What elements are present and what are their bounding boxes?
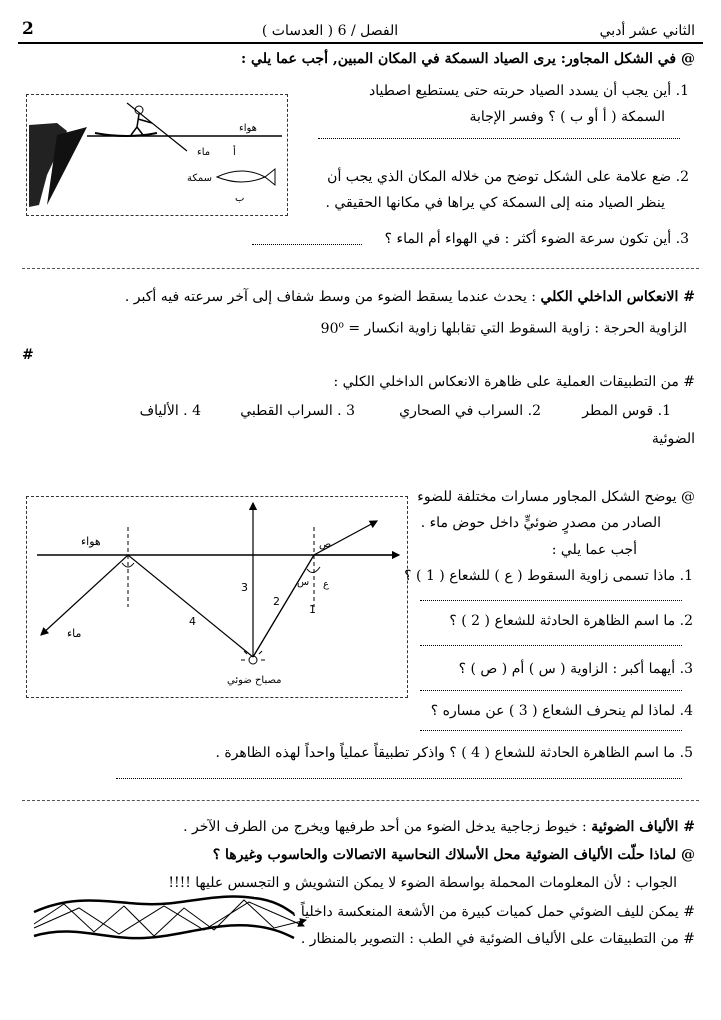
label-water: ماء xyxy=(197,147,211,158)
label-angle-p: ص xyxy=(319,539,332,550)
fisherman-body xyxy=(131,114,152,135)
q2-intro-line1: @ يوضح الشكل المجاور مسارات مختلفة للضوء xyxy=(417,489,695,505)
light-paths-figure xyxy=(26,496,408,698)
q2-answer-line1 xyxy=(420,600,682,601)
q2-item5: 5. ما اسم الظاهرة الحادثة للشعاع ( 4 ) ؟ واذكر تطبيقاً عملياً واحداً لهذه الظاهرة . xyxy=(215,745,693,761)
q2-intro-line3: أجب عما يلي : xyxy=(551,542,637,558)
critical-angle-text: الزاوية الحرجة : زاوية السقوط التي تقابلها زاوية انكسار = xyxy=(348,320,687,337)
q1-item3: 3. أين تكون سرعة الضوء أكثر : في الهواء أم الماء ؟ xyxy=(384,231,689,247)
tir-definition xyxy=(125,288,695,306)
section-divider-2 xyxy=(22,800,699,801)
fibers-definition xyxy=(183,818,695,836)
label-source: مصباح ضوئي xyxy=(227,675,282,686)
q1-answer-line1 xyxy=(318,138,680,139)
critical-angle-def xyxy=(321,316,687,338)
optical-fiber-figure xyxy=(24,884,314,964)
tir-app1: 1. قوس المطر xyxy=(582,403,671,419)
q2-item4: 4. لماذا لم ينحرف الشعاع ( 3 ) عن مساره ؟ xyxy=(430,703,693,719)
q2-item2: 2. ما اسم الظاهرة الحادثة للشعاع ( 2 ) ؟ xyxy=(449,613,693,629)
fibers-question: @ لماذا حلّت الألياف الضوئية محل الأسلاك النحاسية الاتصالات والحاسوب وغيرها ؟ xyxy=(212,847,695,863)
fiber-ray-1 xyxy=(34,900,306,936)
fisherman-svg xyxy=(27,95,287,215)
label-angle-s: س xyxy=(297,577,310,588)
tir-app4: 4 . الألياف xyxy=(139,403,201,419)
tir-apps-intro: # من التطبيقات العملية على ظاهرة الانعكاس الداخلي الكلي : xyxy=(333,374,695,390)
ray-1 xyxy=(253,521,377,657)
label-air: هواء xyxy=(239,123,257,134)
fiber-wall-top xyxy=(34,896,294,914)
page-number: 2 xyxy=(22,19,34,39)
fibers-note2: # من التطبيقات على الألياف الضوئية في الطب : التصوير بالمنظار . xyxy=(300,931,695,947)
fisherman-figure xyxy=(26,94,288,216)
label-water: ماء xyxy=(67,627,82,640)
fibers-text: : خيوط زجاجية يدخل الضوء من أحد طرفيها ويخرج من الطرف الآخر . xyxy=(183,819,587,835)
tir-app3: 3 . السراب القطبي xyxy=(240,403,355,419)
fibers-note1: # يمكن لليف الضوئي حمل كميات كبيرة من الأشعة المنعكسة داخلياً . xyxy=(291,904,695,920)
label-angle-e: ع xyxy=(323,579,329,590)
label-ray2: 2 xyxy=(273,595,280,608)
label-air: هواء xyxy=(81,535,101,548)
label-fish: سمكة xyxy=(187,173,213,184)
critical-angle-value: 90$^o$ xyxy=(320,320,344,337)
fibers-term: # الألياف الضوئية xyxy=(591,819,695,835)
tir-text: : يحدث عندما يسقط الضوء من وسط شفاف إلى آخر سرعته فيه أكبر . xyxy=(124,289,537,305)
q1-item2-line1: 2. ضع علامة على الشكل توضح من خلاله المكان الذي يجب أن xyxy=(327,169,689,185)
label-ray1: 1 xyxy=(309,603,316,616)
q1-item1-line2: السمكة ( أ أو ب ) ؟ وفسر الإجابة xyxy=(469,109,665,125)
ray-4 xyxy=(41,555,253,657)
q2-intro-line2: الصادر من مصدرٍ ضوئيٍّ داخل حوض ماء . xyxy=(420,515,661,531)
q2-item1: 1. ماذا تسمى زاوية السقوط ( ع ) للشعاع ( 1 ) ؟ xyxy=(404,568,693,584)
label-b: ب xyxy=(235,193,245,204)
q1-item1-line1: 1. أين يجب أن يسدد الصياد حربته حتى يستطيع اصطياد xyxy=(368,83,689,99)
chapter-title: الفصل / 6 ( العدسات ) xyxy=(261,23,399,39)
tir-app2: 2. السراب في الصحاري xyxy=(399,403,541,419)
ray-helper xyxy=(253,577,347,657)
section-divider-1 xyxy=(22,268,699,269)
q2-answer-line4 xyxy=(420,730,682,731)
header-rule xyxy=(18,42,703,44)
q2-item3: 3. أيهما أكبر : الزاوية ( س ) أم ( ص ) ؟ xyxy=(458,661,693,677)
q1-intro: @ في الشكل المجاور: يرى الصياد السمكة في المكان المبين, أجب عما يلي : xyxy=(240,51,695,67)
q1-answer-line3 xyxy=(252,244,362,245)
fish-icon xyxy=(217,169,275,185)
light-paths-svg xyxy=(27,497,407,697)
label-ray4: 4 xyxy=(189,615,196,628)
label-a: أ xyxy=(233,147,236,158)
q2-answer-line5 xyxy=(116,778,682,779)
q2-answer-line2 xyxy=(420,645,682,646)
q2-answer-line3 xyxy=(420,690,682,691)
grade-label: الثاني عشر أدبي xyxy=(599,23,695,39)
lone-hash: # xyxy=(22,347,34,363)
q1-item2-line2: ينظر الصياد منه إلى السمكة كي يراها في مكانها الحقيقي . xyxy=(325,195,665,211)
tir-app4-cont: الضوئية xyxy=(651,431,695,447)
optical-fiber-svg xyxy=(24,884,314,964)
label-ray3: 3 xyxy=(241,581,248,594)
spear xyxy=(127,103,187,151)
fibers-answer: الجواب : لأن المعلومات المحملة بواسطة الضوء لا يمكن التشويش و التجسس عليها !!!! xyxy=(168,875,677,891)
tir-term: # الانعكاس الداخلي الكلي xyxy=(540,289,695,305)
